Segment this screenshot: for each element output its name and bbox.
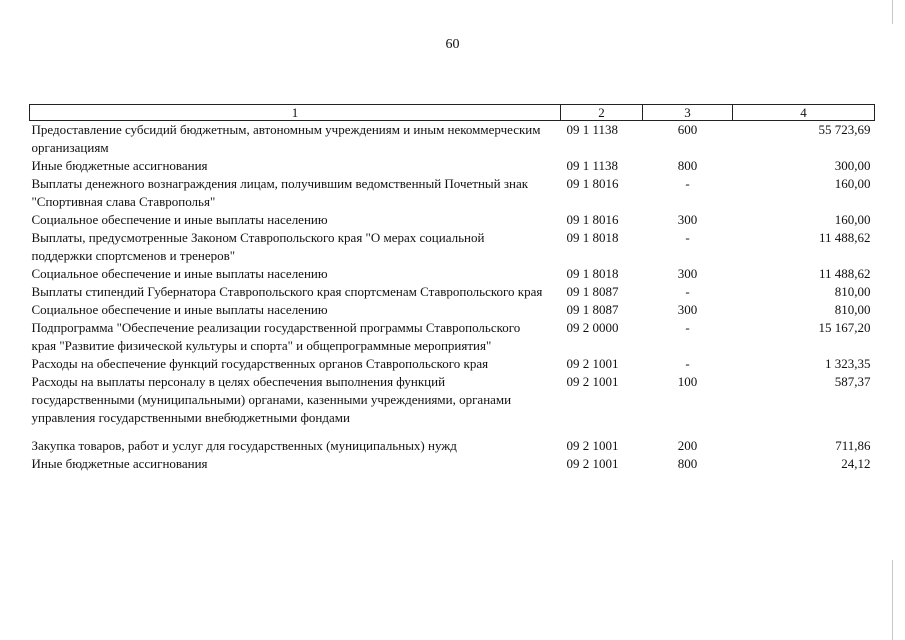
target-article-code: 09 2 1001 <box>566 374 619 389</box>
amount: 587,37 <box>834 374 871 389</box>
table-row <box>30 355 875 373</box>
expense-name: Социальное обеспечение и иные выплаты населению <box>31 266 328 281</box>
expense-type-code: 100 <box>677 374 698 389</box>
expense-type-code: 200 <box>677 438 698 453</box>
page-number: 60 <box>445 37 460 52</box>
amount: 15 167,20 <box>818 320 871 335</box>
amount: 160,00 <box>834 176 871 191</box>
target-article-code: 09 2 1001 <box>566 438 619 453</box>
amount: 300,00 <box>834 158 871 173</box>
expense-name: Выплаты денежного вознаграждения лицам, получившим ведомственный Почетный знак "Спортивная слава Ставрополья" <box>31 176 529 209</box>
table-row <box>30 265 875 283</box>
amount: 160,00 <box>834 212 871 227</box>
expense-type-code: 300 <box>677 212 698 227</box>
table-row <box>30 121 875 158</box>
table-row <box>30 455 875 473</box>
expense-type-code: 300 <box>677 266 698 281</box>
amount: 11 488,62 <box>818 230 871 245</box>
column-header: 3 <box>643 105 733 121</box>
amount: 24,12 <box>841 456 871 471</box>
expense-type-code: - <box>685 284 690 299</box>
target-article-code: 09 1 8016 <box>566 176 619 191</box>
column-header: 1 <box>30 105 561 121</box>
amount: 1 323,35 <box>825 356 871 371</box>
amount: 55 723,69 <box>818 122 871 137</box>
expense-name: Социальное обеспечение и иные выплаты населению <box>31 302 328 317</box>
expense-type-code: - <box>685 230 690 245</box>
amount: 11 488,62 <box>818 266 871 281</box>
table-row <box>30 211 875 229</box>
table-row <box>30 175 875 211</box>
table-row <box>30 229 875 265</box>
scan-edge-mark <box>892 560 893 640</box>
table-header-row <box>30 105 875 121</box>
expense-name: Закупка товаров, работ и услуг для государственных (муниципальных) нужд <box>31 438 457 453</box>
expense-name: Выплаты стипендий Губернатора Ставропольского края спортсменам Ставропольского края <box>31 284 543 299</box>
expense-type-code: 800 <box>677 158 698 173</box>
target-article-code: 09 2 1001 <box>566 456 619 471</box>
table-row <box>30 157 875 175</box>
column-header: 4 <box>733 105 875 121</box>
expense-type-code: - <box>685 320 690 335</box>
column-header: 2 <box>561 105 643 121</box>
table-row <box>30 301 875 319</box>
expense-type-code: - <box>685 176 690 191</box>
table-row <box>30 319 875 355</box>
expense-name: Расходы на обеспечение функций государственных органов Ставропольского края <box>31 356 489 371</box>
target-article-code: 09 2 1001 <box>566 356 619 371</box>
target-article-code: 09 1 8018 <box>566 266 619 281</box>
target-article-code: 09 1 8016 <box>566 212 619 227</box>
expense-name: Иные бюджетные ассигнования <box>31 158 208 173</box>
target-article-code: 09 1 8018 <box>566 230 619 245</box>
amount: 810,00 <box>834 302 871 317</box>
scan-edge-mark <box>892 0 893 24</box>
target-article-code: 09 1 8087 <box>566 302 619 317</box>
table-row <box>30 373 875 427</box>
expense-type-code: - <box>685 356 690 371</box>
expense-name: Расходы на выплаты персоналу в целях обеспечения выполнения функций государственными (муниципальными) органами, казенными учреждениями, органами управления государственными внебюджетными фондами <box>31 374 512 425</box>
expense-name: Иные бюджетные ассигнования <box>31 456 208 471</box>
amount: 810,00 <box>834 284 871 299</box>
expense-name: Предоставление субсидий бюджетным, автономным учреждениям и иным некоммерческим организациям <box>31 122 541 155</box>
target-article-code: 09 1 1138 <box>566 122 619 137</box>
budget-table <box>29 104 875 473</box>
expense-name: Подпрограмма "Обеспечение реализации государственной программы Ставропольского края "Развитие физической культуры и спорта" и общепрограммные мероприятия" <box>31 320 521 353</box>
expense-name: Выплаты, предусмотренные Законом Ставропольского края "О мерах социальной поддержки спортсменов и тренеров" <box>31 230 485 263</box>
table-row <box>30 427 875 455</box>
target-article-code: 09 1 1138 <box>566 158 619 173</box>
expense-type-code: 800 <box>677 456 698 471</box>
amount: 711,86 <box>835 438 871 453</box>
expense-name: Социальное обеспечение и иные выплаты населению <box>31 212 328 227</box>
target-article-code: 09 1 8087 <box>566 284 619 299</box>
expense-type-code: 300 <box>677 302 698 317</box>
expense-type-code: 600 <box>677 122 698 137</box>
target-article-code: 09 2 0000 <box>566 320 619 335</box>
table-row <box>30 283 875 301</box>
